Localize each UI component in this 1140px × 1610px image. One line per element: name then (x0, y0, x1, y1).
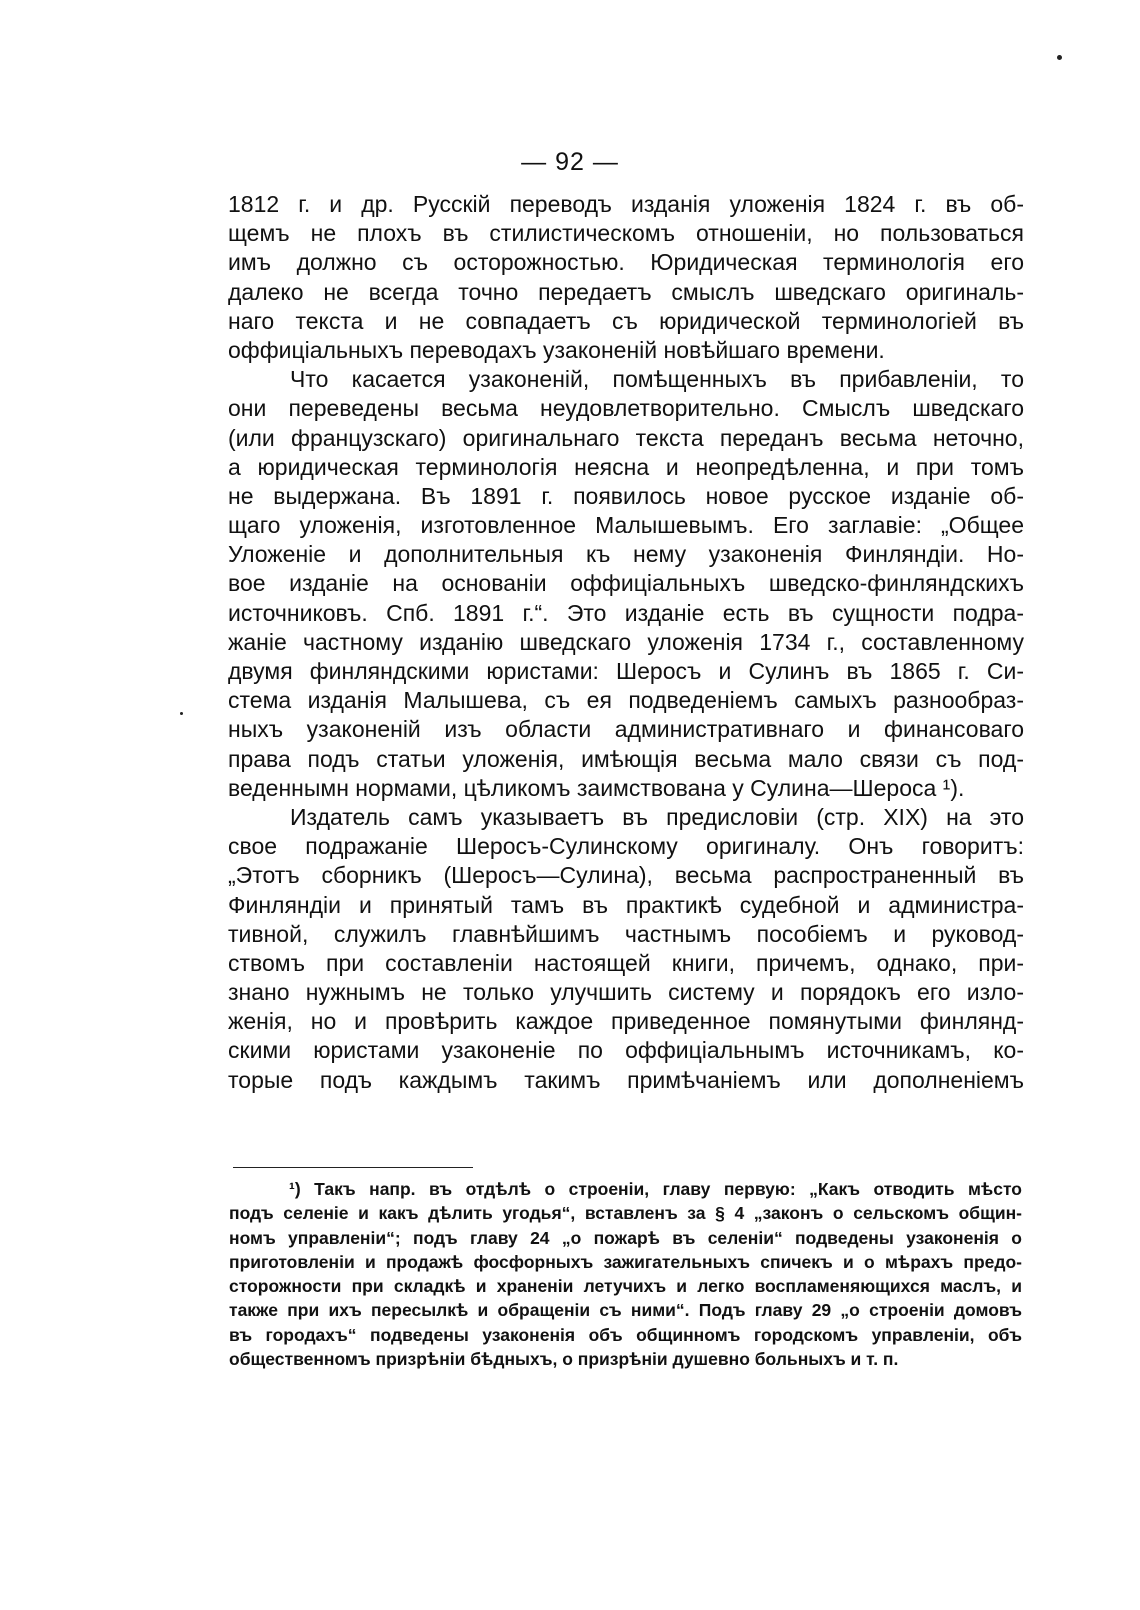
text-line: двумя финляндскими юристами: Шеросъ и Сулинъ въ 1865 г. Си- (228, 658, 1024, 684)
text-line: ствомъ при составленіи настоящей книги, причемъ, однако, при- (228, 949, 1024, 976)
footnotes (229, 1177, 1022, 1371)
text-line: наго текста и не совпадаетъ съ юридической терминологіей въ (228, 307, 1024, 334)
text-line: имъ должно съ осторожностью. Юридическая терминологія его (228, 249, 1024, 276)
text-line: торые подъ каждымъ такимъ примѣчаніемъ или дополненіемъ (228, 1066, 1024, 1093)
text-line: веденнымн нормами, цѣликомъ заимствована у Сулина—Шероса ¹). (228, 774, 965, 801)
text-line: щаго уложенія, изготовленное Малышевымъ. Его заглавіе: „Общее (228, 512, 1024, 539)
text-line: они переведены весьма неудовлетворительно. Смыслъ шведскаго (228, 395, 1024, 422)
text-line: Что касается узаконеній, помѣщенныхъ въ прибавленіи, то (290, 366, 1024, 393)
text-line: вое изданіе на основаніи оффиціальныхъ шведско-финляндскихъ (228, 570, 1024, 597)
text-line: стема изданія Малышева, съ ея подведеніемъ самыхъ разнообраз- (228, 687, 1024, 714)
text-line: жаніе частному изданію шведскаго уложенія 1734 г., составленному (228, 628, 1024, 655)
footnote-line: приготовленіи и продажѣ фосфорныхъ зажигательныхъ спичекъ и о мѣрахъ предо- (229, 1251, 1022, 1272)
footnote-line: также при ихъ пересылкѣ и обращеніи съ ними“. Подъ главу 29 „о строеніи домовъ (229, 1300, 1022, 1321)
footnote-line: общественномъ призрѣніи бѣдныхъ, о призрѣніи душевно больныхъ и т. п. (229, 1349, 899, 1370)
text-line: скими юристами узаконеніе по оффиціальнымъ источникамъ, ко- (228, 1037, 1024, 1064)
text-line: не выдержана. Въ 1891 г. появилось новое русское изданіе об- (228, 482, 1024, 509)
text-line: (или французскаго) оригинальнаго текста переданъ весьма неточно, (228, 424, 1024, 451)
text-line: Издатель самъ указываетъ въ предисловіи (стр. XIX) на это (290, 803, 1024, 830)
text-line: тивной, служилъ главнѣйшимъ частнымъ пособіемъ и руковод- (228, 920, 1024, 947)
footnote-divider (233, 1167, 473, 1168)
scan-speck (1057, 55, 1062, 60)
text-line: источниковъ. Спб. 1891 г.“. Это изданіе есть въ сущности подра- (228, 599, 1024, 626)
text-line: свое подражаніе Шеросъ-Сулинскому оригиналу. Онъ говоритъ: (228, 833, 1024, 860)
text-line: а юридическая терминологія неясна и неопредѣленна, и при томъ (228, 453, 1024, 480)
scan-speck (180, 712, 183, 715)
text-line: женія, но и провѣрить каждое приведенное помянутыми финлянд- (228, 1008, 1024, 1035)
text-line: права подъ статьи уложенія, имѣющія весьма мало связи съ под- (228, 745, 1024, 772)
footnote-line: въ городахъ“ подведены узаконенія объ общинномъ городскомъ управленіи, объ (229, 1324, 1022, 1345)
footnote-line: сторожности при складкѣ и храненіи летучихъ и легко воспламеняющихся маслъ, и (229, 1276, 1022, 1297)
text-line: „Этотъ сборникъ (Шеросъ—Сулина), весьма распространенный въ (228, 862, 1024, 889)
footnote-line: подъ селеніе и какъ дѣлить угодья“, вставленъ за § 4 „законъ о сельскомъ общин- (229, 1203, 1022, 1224)
text-line: щемъ не плохъ въ стилистическомъ отношеніи, но пользоваться (228, 220, 1024, 247)
text-line: ныхъ узаконеній изъ области административнаго и финансоваго (228, 716, 1024, 743)
main-text (228, 190, 1024, 1095)
text-line: оффиціальныхъ переводахъ узаконеній новѣйшаго времени. (228, 336, 885, 363)
page-number: — 92 — (521, 148, 619, 176)
text-line: далеко не всегда точно передаетъ смыслъ шведскаго оригиналь- (228, 278, 1024, 305)
text-line: знано нужнымъ не только улучшить систему и порядокъ его изло- (228, 979, 1024, 1006)
footnote-line: ¹) Такъ напр. въ отдѣлѣ о строеніи, главу первую: „Какъ отводить мѣсто (289, 1179, 1022, 1199)
text-line: Финляндіи и принятый тамъ въ практикѣ судебной и администра- (228, 891, 1024, 918)
text-line: Уложеніе и дополнительныя къ нему узаконенія Финляндіи. Но- (228, 541, 1024, 568)
text-line: 1812 г. и др. Русскій переводъ изданія уложенія 1824 г. въ об- (228, 191, 1024, 217)
footnote-line: номъ управленіи“; подъ главу 24 „о пожарѣ въ селеніи“ подведены узаконенія о (229, 1227, 1022, 1248)
